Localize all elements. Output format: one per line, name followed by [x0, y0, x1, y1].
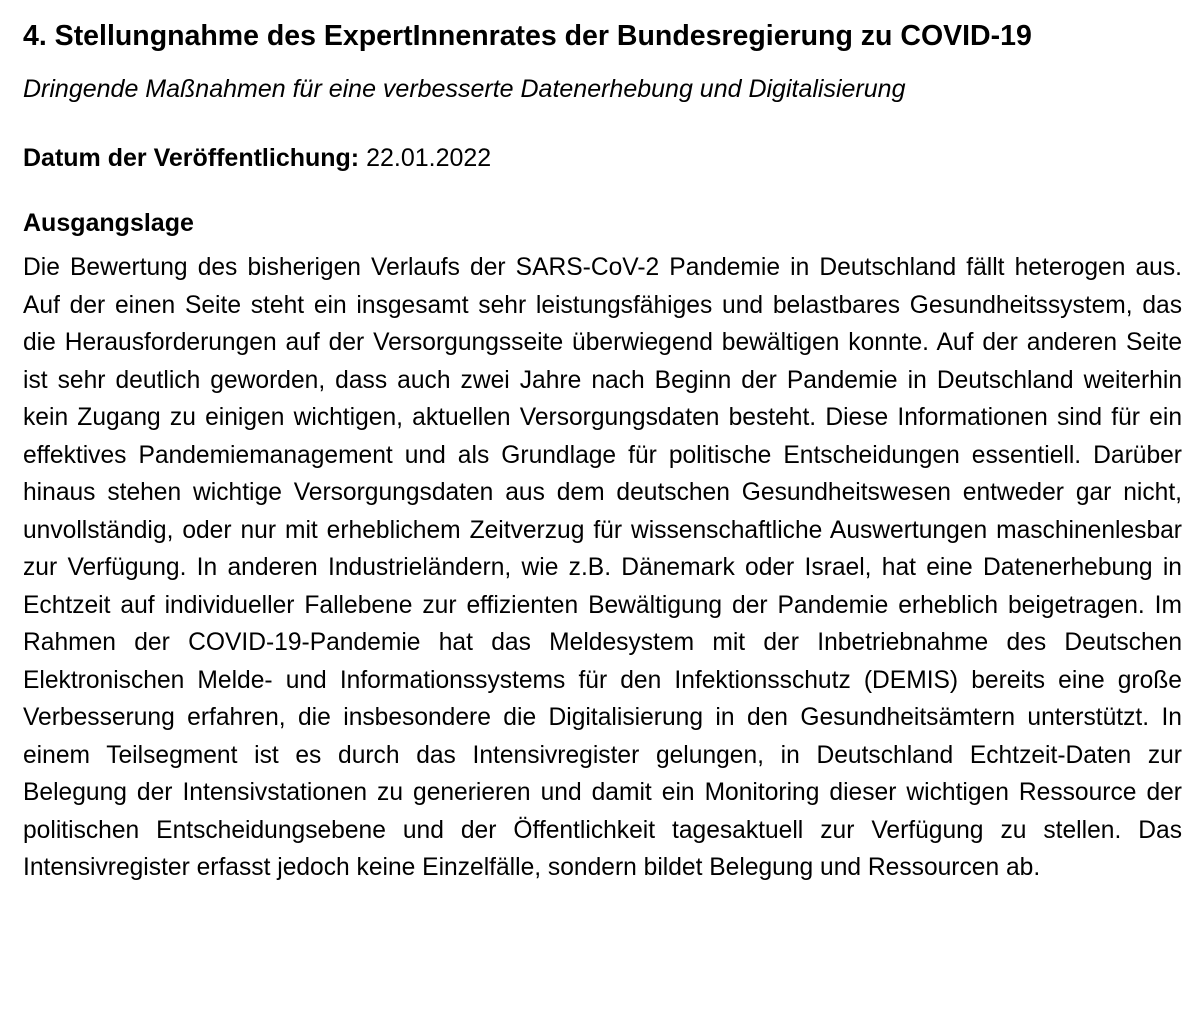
document-title: 4. Stellungnahme des ExpertInnenrates der Bundesregierung zu COVID-19 [23, 20, 1032, 52]
publication-date-value: 22.01.2022 [366, 144, 492, 172]
publication-date-label: Datum der Veröffentlichung: [23, 144, 360, 172]
section-heading: Ausgangslage [23, 209, 194, 237]
document-subtitle: Dringende Maßnahmen für eine verbesserte Datenerhebung und Digitalisierung [23, 75, 906, 103]
publication-date-line [23, 140, 1182, 176]
section-paragraph: Die Bewertung des bisherigen Verlaufs der SARS-CoV-2 Pandemie in Deutschland fällt heterogen aus. Auf der einen Seite steht ein insgesamt sehr leistungsfähiges und belastbares Gesundheitssystem, das die Herausforderungen auf der Versorgungsseite überwiegend bewältigen konnte. Auf der anderen Seite ist sehr deutlich geworden, dass auch zwei Jahre nach Beginn der Pandemie in Deutschland weiterhin kein Zugang zu einigen wichtigen, aktuellen Versorgungsdaten besteht. Diese Informationen sind für ein effektives Pandemiemanagement und als Grundlage für politische Entscheidungen essentiell. Darüber hinaus stehen wichtige Versorgungsdaten aus dem deutschen Gesundheitswesen entweder gar nicht, unvollständig, oder nur mit erheblichem Zeitverzug für wissenschaftliche Auswertungen maschinenlesbar zur Verfügung. In anderen Industrieländern, wie z.B. Dänemark oder Israel, hat eine Datenerhebung in Echtzeit auf individueller Fallebene zur effizienten Bewältigung der Pandemie erheblich beigetragen. Im Rahmen der COVID-19-Pandemie hat das Meldesystem mit der Inbetriebnahme des Deutschen Elektronischen Melde- und Informationssystems für den Infektionsschutz (DEMIS) bereits eine große Verbesserung erfahren, die insbesondere die Digitalisierung in den Gesundheitsämtern unterstützt. In einem Teilsegment ist es durch das Intensivregister gelungen, in Deutschland Echtzeit-Daten zur Belegung der Intensivstationen zu generieren und damit ein Monitoring dieser wichtigen Ressource der politischen Entscheidungsebene und der Öffentlichkeit tagesaktuell zur Verfügung zu stellen. Das Intensivregister erfasst jedoch keine Einzelfälle, sondern bildet Belegung und Ressourcen ab. [23, 254, 1182, 881]
